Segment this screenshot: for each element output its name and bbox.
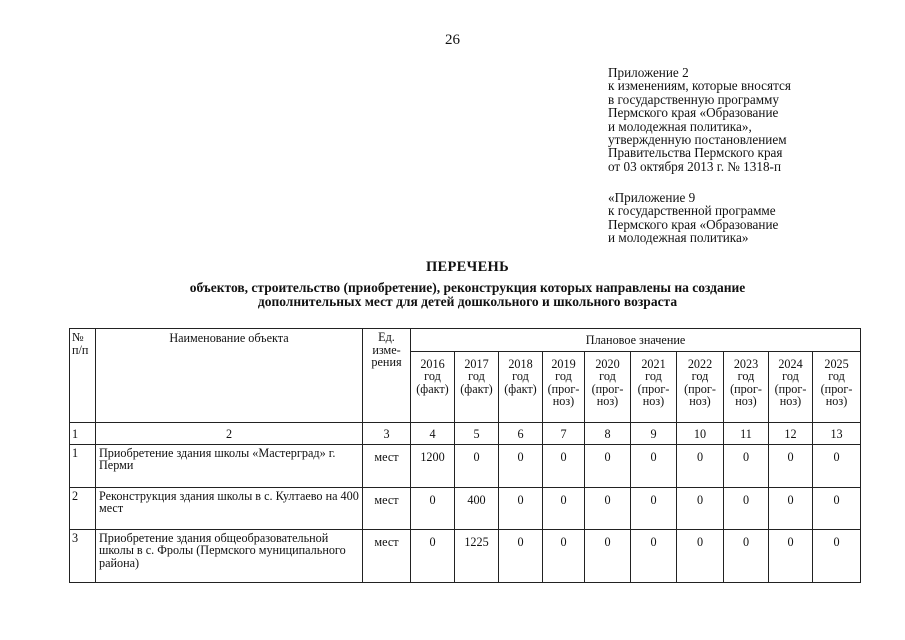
value-cell: 0 (677, 444, 724, 487)
value-cell: 400 (455, 487, 499, 529)
subtitle-line: объектов, строительство (приобретение), реконструкция которых направлены на создание (189, 280, 746, 295)
column-index-cell: 4 (411, 422, 455, 444)
year-header-cell: 2021 год (прог- ноз) (631, 351, 677, 422)
value-cell: 0 (585, 487, 631, 529)
value-cell: 0 (499, 487, 543, 529)
value-cell: 0 (543, 487, 585, 529)
table-row (70, 529, 861, 582)
row-number: 2 (70, 487, 96, 529)
year-header-cell: 2020 год (прог- ноз) (585, 351, 631, 422)
value-cell: 0 (813, 487, 861, 529)
annex-change-line: в государственную программу (608, 91, 779, 107)
value-cell: 0 (677, 529, 724, 582)
year-header-cell: 2017 год (факт) (455, 351, 499, 422)
value-cell: 0 (631, 444, 677, 487)
year-header-cell: 2022 год (прог- ноз) (677, 351, 724, 422)
column-index-cell: 3 (363, 422, 411, 444)
value-cell: 0 (411, 487, 455, 529)
annex-change-line: Правительства Пермского края (608, 145, 783, 161)
annex-program-line: и молодежная политика» (608, 230, 749, 246)
value-cell: 1225 (455, 529, 499, 582)
annex-change-line: к изменениям, которые вносятся (608, 78, 791, 94)
header-row (70, 329, 861, 352)
subtitle-line: дополнительных мест для детей дошкольного и школьного возраста (257, 294, 678, 309)
object-name: Приобретение здания школы «Мастерград» г. Перми (96, 444, 363, 487)
annex-program-line: к государственной программе (608, 203, 776, 219)
column-index-cell: 6 (499, 422, 543, 444)
value-cell: 0 (455, 444, 499, 487)
value-cell: 0 (724, 487, 769, 529)
year-header-cell: 2018 год (факт) (499, 351, 543, 422)
page-number: 26 (445, 32, 460, 48)
column-index-cell: 8 (585, 422, 631, 444)
column-index-cell: 12 (769, 422, 813, 444)
column-index-cell: 10 (677, 422, 724, 444)
value-cell: 0 (769, 487, 813, 529)
column-index-cell: 9 (631, 422, 677, 444)
value-cell: 1200 (411, 444, 455, 487)
col-header-num: № п/п (70, 329, 96, 423)
annex-change-block (608, 66, 791, 173)
document-title: ПЕРЕЧЕНЬ (425, 259, 510, 275)
year-header-cell: 2025 год (прог- ноз) (813, 351, 861, 422)
annex-change-line: и молодежная политика», (608, 118, 752, 134)
col-header-name: Наименование объекта (96, 329, 363, 423)
year-header-cell: 2023 год (прог- ноз) (724, 351, 769, 422)
object-name: Реконструкция здания школы в с. Култаево на 400 мест (96, 487, 363, 529)
row-number: 1 (70, 444, 96, 487)
table-row (70, 487, 861, 529)
annex-change-line: утвержденную постановлением (608, 132, 787, 148)
value-cell: 0 (411, 529, 455, 582)
value-cell: 0 (813, 444, 861, 487)
annex-program-block (608, 191, 778, 245)
table-row (70, 444, 861, 487)
year-header-cell: 2024 год (прог- ноз) (769, 351, 813, 422)
annex-change-line: Пермского края «Образование (608, 105, 779, 121)
value-cell: 0 (499, 529, 543, 582)
objects-table-body (70, 329, 861, 583)
value-cell: 0 (543, 529, 585, 582)
document-subtitle (100, 281, 835, 309)
column-index-cell: 1 (70, 422, 96, 444)
unit-cell: мест (363, 487, 411, 529)
value-cell: 0 (631, 487, 677, 529)
value-cell: 0 (813, 529, 861, 582)
value-cell: 0 (769, 529, 813, 582)
column-index-cell: 2 (96, 422, 363, 444)
annex-program-line: Пермского края «Образование (608, 216, 779, 232)
col-header-unit: Ед. изме- рения (363, 329, 411, 423)
value-cell: 0 (724, 529, 769, 582)
column-index-cell: 5 (455, 422, 499, 444)
column-index-row (70, 422, 861, 444)
value-cell: 0 (499, 444, 543, 487)
objects-table (69, 328, 861, 583)
column-index-cell: 13 (813, 422, 861, 444)
row-number: 3 (70, 529, 96, 582)
value-cell: 0 (543, 444, 585, 487)
value-cell: 0 (677, 487, 724, 529)
value-cell: 0 (631, 529, 677, 582)
annex-program-line: «Приложение 9 (608, 190, 696, 205)
value-cell: 0 (585, 529, 631, 582)
unit-cell: мест (363, 444, 411, 487)
year-header-cell: 2016 год (факт) (411, 351, 455, 422)
annex-change-line: от 03 октября 2013 г. № 1318-п (608, 158, 782, 174)
annex-change-line: Приложение 2 (608, 65, 689, 80)
value-cell: 0 (585, 444, 631, 487)
object-name: Приобретение здания общеобразовательной школы в с. Фролы (Пермского муниципального района) (96, 529, 363, 582)
unit-cell: мест (363, 529, 411, 582)
value-cell: 0 (769, 444, 813, 487)
column-index-cell: 11 (724, 422, 769, 444)
value-cell: 0 (724, 444, 769, 487)
column-index-cell: 7 (543, 422, 585, 444)
col-header-planned: Плановое значение (411, 329, 861, 352)
year-header-cell: 2019 год (прог- ноз) (543, 351, 585, 422)
